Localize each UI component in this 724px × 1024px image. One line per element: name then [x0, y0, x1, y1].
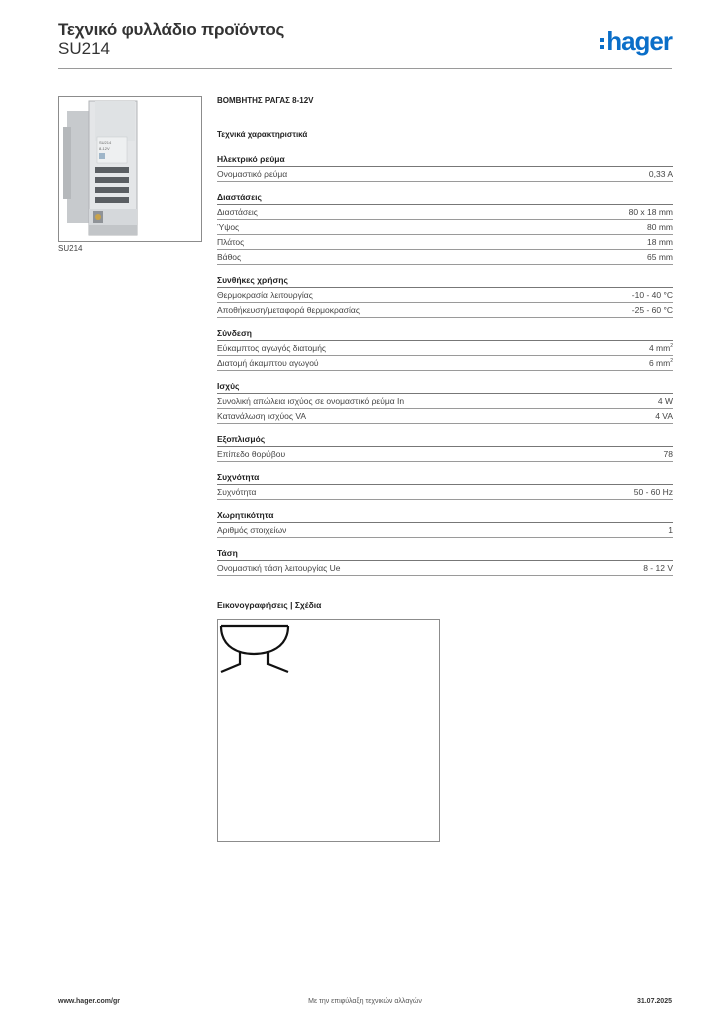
spec-label: Πλάτος [217, 237, 245, 247]
spec-value-superscript: 2 [670, 358, 673, 365]
spec-value-superscript: 2 [670, 343, 673, 350]
spec-label: Ονομαστική τάση λειτουργίας Ue [217, 563, 341, 573]
spec-section [217, 471, 673, 500]
buzzer-symbol-icon [218, 620, 439, 841]
spec-section [217, 433, 673, 462]
hager-logo [600, 26, 672, 57]
spec-row [217, 303, 673, 318]
spec-label: Συχνότητα [217, 487, 257, 497]
spec-row [217, 409, 673, 424]
spec-label: Ονομαστικό ρεύμα [217, 169, 288, 179]
spec-label: Θερμοκρασία λειτουργίας [217, 290, 313, 300]
spec-value [664, 447, 673, 461]
spec-value [643, 561, 673, 575]
spec-section [217, 153, 673, 182]
section-title: Τάση [217, 547, 673, 561]
spec-row [217, 341, 673, 356]
spec-value [649, 167, 673, 181]
spec-row [217, 561, 673, 576]
spec-value [634, 485, 673, 499]
spec-value [632, 288, 673, 302]
section-title: Χωρητικότητα [217, 509, 673, 523]
spec-value-text: 8 - 12 V [643, 563, 673, 573]
spec-value [668, 523, 673, 537]
spec-label: Διατομή άκαμπτου αγωγού [217, 358, 319, 368]
section-title: Ηλεκτρικό ρεύμα [217, 153, 673, 167]
spec-value [632, 303, 673, 317]
spec-value [649, 356, 673, 370]
spec-section [217, 547, 673, 576]
spec-row [217, 356, 673, 371]
spec-label: Επίπεδο θορύβου [217, 449, 286, 459]
spec-value-text: 4 VA [655, 411, 673, 421]
spec-label: Αποθήκευση/μεταφορά θερμοκρασίας [217, 305, 360, 315]
spec-row [217, 205, 673, 220]
product-name: ΒΟΜΒΗΤΗΣ ΡΑΓΑΣ 8-12V [217, 96, 314, 105]
spec-row [217, 167, 673, 182]
spec-row [217, 394, 673, 409]
section-title: Συνθήκες χρήσης [217, 274, 673, 288]
svg-text:SU214: SU214 [99, 140, 112, 145]
spec-row [217, 250, 673, 265]
spec-value [647, 250, 673, 264]
spec-value-text: 1 [668, 525, 673, 535]
spec-row [217, 235, 673, 250]
spec-value-text: 65 mm [647, 252, 673, 262]
spec-label: Εύκαμπτος αγωγός διατομής [217, 343, 327, 353]
spec-value-text: 80 mm [647, 222, 673, 232]
spec-label: Αριθμός στοιχείων [217, 525, 287, 535]
spec-value-text: 50 - 60 Hz [633, 487, 673, 497]
logo-dots-icon [600, 38, 604, 49]
spec-value-text: -10 - 40 °C [631, 290, 673, 300]
spec-value-text: 78 [663, 449, 673, 459]
product-image [58, 96, 202, 242]
spec-label: Συνολική απώλεια ισχύος σε ονομαστικό ρεύμα In [217, 396, 405, 406]
section-title: Εξοπλισμός [217, 433, 673, 447]
spec-value [649, 341, 673, 355]
spec-value [647, 235, 673, 249]
spec-label: Ύψος [217, 222, 240, 232]
spec-value-text: -25 - 60 °C [631, 305, 673, 315]
spec-value [647, 220, 673, 234]
spec-label: Κατανάλωση ισχύος VA [217, 411, 307, 421]
illustration-frame [217, 619, 440, 842]
section-title: Σύνδεση [217, 327, 673, 341]
spec-value [655, 409, 673, 423]
din-rail-buzzer-icon [59, 97, 201, 241]
spec-value-text: 0,33 A [648, 169, 673, 179]
logo-text: hager [606, 26, 672, 56]
section-title: Ισχύς [217, 380, 673, 394]
svg-text:8-12V: 8-12V [99, 146, 110, 151]
spec-row [217, 523, 673, 538]
spec-label: Βάθος [217, 252, 242, 262]
spec-row [217, 447, 673, 462]
spec-value-text: 18 mm [647, 237, 673, 247]
page-header [58, 20, 672, 69]
spec-section [217, 509, 673, 538]
spec-row [217, 220, 673, 235]
spec-row [217, 288, 673, 303]
spec-value [658, 394, 673, 408]
spec-value-text: 4 mm [648, 343, 671, 353]
page-footer [58, 996, 672, 1010]
spec-section [217, 327, 673, 371]
footer-notice: Με την επιφύλαξη τεχνικών αλλαγών [308, 998, 422, 1005]
spec-row [217, 485, 673, 500]
illustrations-heading: Εικονογραφήσεις | Σχέδια [217, 600, 322, 610]
product-image-caption: SU214 [58, 244, 83, 253]
section-title: Συχνότητα [217, 471, 673, 485]
spec-section [217, 191, 673, 265]
tech-specs-heading: Τεχνικά χαρακτηριστικά [217, 130, 308, 139]
spec-label: Διαστάσεις [217, 207, 258, 217]
spec-value-text: 6 mm [648, 358, 671, 368]
page-title: Τεχνικό φυλλάδιο προϊόντος [58, 20, 285, 39]
spec-section [217, 274, 673, 318]
product-code: SU214 [58, 39, 110, 58]
website-link[interactable]: www.hager.com/gr [58, 998, 120, 1005]
footer-date: 31.07.2025 [636, 998, 672, 1005]
spec-section [217, 380, 673, 424]
spec-value-text: 80 x 18 mm [628, 207, 673, 217]
section-title: Διαστάσεις [217, 191, 673, 205]
specifications [217, 96, 673, 585]
spec-value-text: 4 W [657, 396, 673, 406]
spec-sections [217, 153, 673, 576]
spec-value [629, 205, 673, 219]
